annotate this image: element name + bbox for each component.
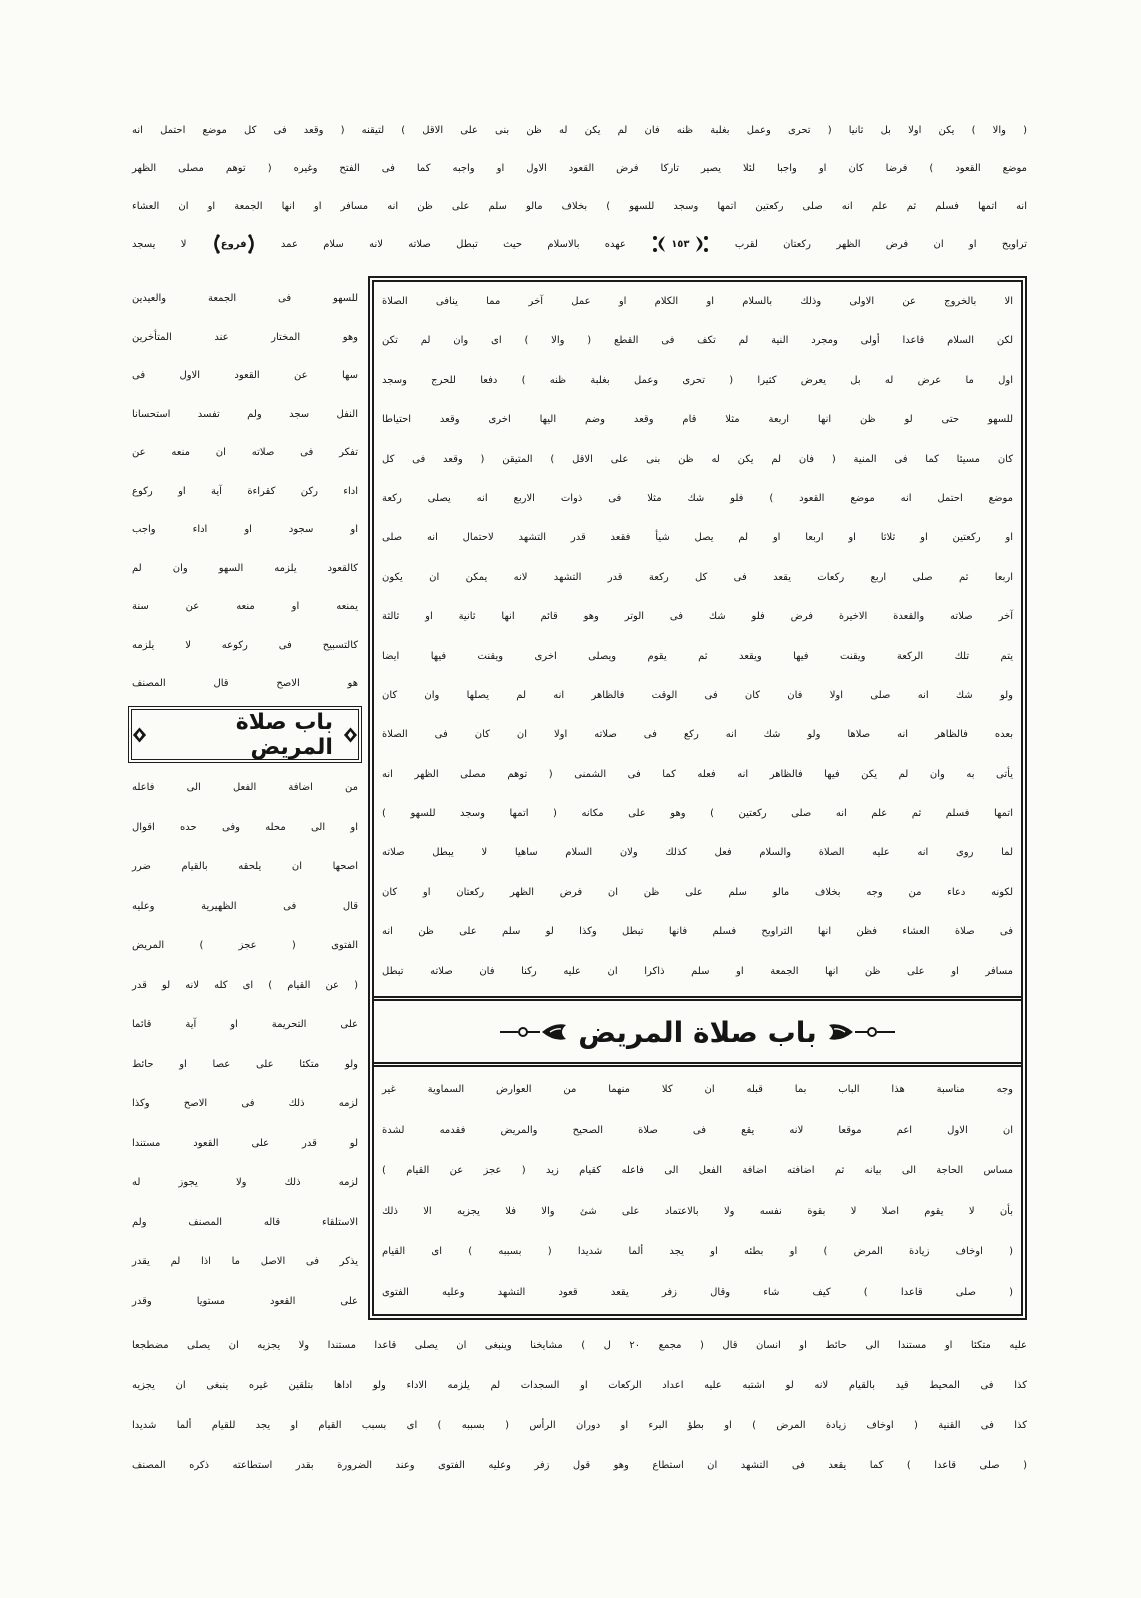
text-line-content: يمنعه او منعه عن سنة: [132, 601, 358, 612]
text-line-content: [132, 239, 1027, 250]
text-line-content: لزمه ذلك فى الاصح وكذا: [132, 1098, 358, 1109]
bracket-right-icon: [247, 233, 256, 255]
text-line-content: عليه متكئا او مستندا الى حائط او انسان قال ( مجمع ٢٠ ل ) مشايخنا وينبغى ان يصلى قاعدا مستندا ولا يجزيه ان يصلى مضطجعا: [132, 1340, 1027, 1351]
text-line: [132, 511, 358, 550]
text-line: [382, 1192, 1013, 1233]
text-line: [382, 873, 1013, 912]
text-line: [132, 150, 1027, 188]
text-line: [132, 1163, 358, 1203]
text-line-content: اداء ركن كقراءة آية او ركوع: [132, 485, 358, 497]
text-line-content: للسهو حتى لو ظن انها اربعة مثلا قام وقعد وضم اليها اخرى وقعد احتياطا: [382, 414, 1013, 426]
text-line-content: قال فى الظهيرية وعليه: [132, 900, 358, 912]
text-line-content: على التحريمة او آية قائما: [132, 1019, 358, 1030]
text-line-content: سها عن القعود الاول فى: [132, 370, 358, 381]
text-line-content: اول ما عرض له بل يعرض كثيرا ( تحرى وعمل بغلبة ظنه ) دفعا للحرج وسجد: [382, 374, 1013, 386]
text-line: [132, 665, 358, 704]
text-line-content: النفل سجد ولم تفسد استحسانا: [132, 408, 358, 420]
text-line: [382, 833, 1013, 872]
side-column-chapter-heading: [128, 706, 362, 763]
bracket-left-icon: [212, 233, 221, 255]
text-line: [132, 966, 358, 1006]
text-line: [132, 768, 358, 808]
text-line: [382, 1151, 1013, 1192]
text-line-content: وهو المختار عند المتأخرين: [132, 331, 358, 343]
ornament-right-icon: [694, 234, 710, 254]
text-line-content: ( عن القيام ) اى كله لانه لو قدر: [132, 979, 358, 991]
text-line: [382, 558, 1013, 597]
text-line: [382, 676, 1013, 715]
text-line-content: يذكر فى الاصل ما اذا لم يقدر: [132, 1256, 358, 1267]
text-line: [132, 188, 1027, 226]
ornament-left-icon: [651, 234, 667, 254]
text-line: [132, 1446, 1027, 1486]
text-line: [382, 637, 1013, 676]
text-line-content: لزمه ذلك ولا يجوز له: [132, 1177, 358, 1188]
text-line: [382, 912, 1013, 951]
side-heading-text: باب صلاة المريض: [235, 709, 333, 760]
text-line: [132, 396, 358, 435]
text-line: [132, 1282, 358, 1322]
text-line-content: هو الاصح قال المصنف: [132, 678, 358, 689]
text-line: [132, 627, 358, 666]
subheading-text: فروع: [220, 239, 247, 250]
text-line: [382, 440, 1013, 479]
text-line-content: كذا فى القنية ( اوخاف زيادة المرض ) او بطؤ البرء او دوران الرأس ( بسببه ) اى بسبب القيام او يجد للقيام ألما شديدا: [132, 1420, 1027, 1431]
text-line: [132, 1084, 358, 1124]
text-line-content: بأن لا يقوم اصلا لا بقوة نفسه ولا بالاعتماد على شئ والا فلا يجزيه الا ذلك: [382, 1205, 1013, 1217]
flourish-left-icon: [498, 1021, 568, 1043]
text-line-content: كذا فى المحيط قيد بالقيام لانه لو اشتبه عليه اعداد الركعات او السجدات لم يلزمه الاداء ولو اداها بتلقين غيره ينبغى ان يجزيه: [132, 1380, 1027, 1391]
text-line-content: يتم تلك الركعة ويقنت فيها ويقعد ثم يقوم ويصلى اخرى ويقنت فيها ايضا: [382, 650, 1013, 662]
text-line: [132, 1326, 1027, 1366]
page-number: ١٥٣: [671, 239, 690, 250]
text-line-content: لكونه دعاء من وجه بخلاف مالو سلم على ظن ان فرض الظهر ركعتان او كان: [382, 886, 1013, 898]
text-line: [132, 808, 358, 848]
text-line-content: لو قدر على القعود مستندا: [132, 1137, 358, 1149]
text-line-content: ( والا ) يكن اولا بل ثانيا ( تحرى وعمل بغلبة ظنه فان لم يكن له ظن بنى على الاقل ) لتيقنه ( وقعد فى كل موضع احتمل انه: [132, 125, 1027, 136]
main-text-frame: [368, 276, 1027, 1320]
text-line-content: اتمها فسلم ثم علم انه صلى ركعتين ) وهو على مكانه ( اتمها وسجد للسهو ): [382, 808, 1013, 820]
header-lines: [132, 112, 1027, 226]
text-line: [382, 1070, 1013, 1111]
text-line-content: انه اتمها فسلم ثم علم انه صلى ركعتين اتمها وسجد للسهو ) بخلاف مالو سلم على ظن انه مسافر او انها الجمعة او ان العشاء: [132, 201, 1027, 212]
side-column-upper-text: [132, 280, 358, 704]
text-line: [382, 755, 1013, 794]
text-line: [382, 518, 1013, 557]
main-box-upper-text: [382, 282, 1013, 991]
text-line-content: او سجود او اداء واجب: [132, 524, 358, 535]
diamond-ornament-icon: [343, 726, 358, 744]
line-text-end: لا يسجد: [132, 239, 187, 250]
side-column-lower-text: [132, 768, 358, 1321]
text-line: [382, 321, 1013, 360]
text-line-content: اصحها ان يلحقه بالقيام ضرر: [132, 861, 358, 872]
text-line-content: تفكر فى صلاته ان منعه عن: [132, 447, 358, 458]
text-line: [132, 434, 358, 473]
text-line-content: للسهو فى الجمعة والعيدين: [132, 293, 358, 304]
text-line: [382, 794, 1013, 833]
footer-text: [132, 1326, 1027, 1486]
text-line: [382, 282, 1013, 321]
text-line-content: ( صلى قاعدا ) كيف شاء وقال زفر يقعد قعود التشهد وعليه الفتوى: [382, 1286, 1013, 1298]
text-line-content: ( اوخاف زيادة المرض ) او بطئه او يجد ألما شديدا ( بسببه ) اى القيام: [382, 1246, 1013, 1257]
text-line-content: ان الاول اعم موقعا لانه يقع فى صلاة الصحيح والمريض فقدمه لشدة: [382, 1124, 1013, 1136]
text-line: [132, 280, 358, 319]
header-text: [132, 112, 1027, 264]
text-line: [132, 1366, 1027, 1406]
text-line-content: فى صلاة العشاء فظن انها التراويح فسلم فانها تبطل وكذا لو سلم على ظن انه: [382, 926, 1013, 938]
text-line-content: مسافر او على ظن انها الجمعة او سلم ذاكرا ان عليه ركنا فان صلاته تبطل: [382, 965, 1013, 977]
text-line-content: اربعا ثم صلى اربع ركعات يقعد فى كل ركعة قدر التشهد لانه يمكن ان يكون: [382, 571, 1013, 583]
text-line: [132, 112, 1027, 150]
text-line-with-page-number: [132, 226, 1027, 264]
page-number-group: [651, 239, 709, 250]
text-line-content: كان مسيئا كما فى المنية ( فان لم يكن له ظن بنى على الاقل ) المتيقن ( وقعد فى كل: [382, 453, 1013, 465]
text-line-content: على القعود مستويا وقدر: [132, 1295, 358, 1307]
text-line: [382, 1273, 1013, 1314]
text-line: [382, 479, 1013, 518]
text-line-content: او الى محله وفى حده اقوال: [132, 821, 358, 833]
text-line-content: كالتسبيح فى ركوعه لا يلزمه: [132, 639, 358, 651]
text-line: [382, 597, 1013, 636]
text-line: [132, 550, 358, 589]
text-line-content: من اضافة الفعل الى فاعله: [132, 782, 358, 793]
diamond-ornament-icon: [132, 726, 147, 744]
subheading-furu: [212, 239, 256, 250]
text-line-content: ولو شك انه صلى اولا فان كان فى الوقت فالظاهر انه لم يصلها وان كان: [382, 689, 1013, 701]
text-line: [382, 1232, 1013, 1273]
main-heading-text: باب صلاة المريض: [578, 1015, 817, 1049]
text-line: [132, 847, 358, 887]
text-line-content: ولو متكئا على عصا او حائط: [132, 1058, 358, 1070]
text-line-content: بعده فالظاهر انه صلاها ولو شك انه ركع فى صلاته اولا ان كان فى الصلاة: [382, 729, 1013, 741]
divider-line: [374, 996, 1021, 1001]
text-line: [382, 400, 1013, 439]
text-line: [132, 887, 358, 927]
text-line: [132, 357, 358, 396]
flourish-right-icon: [827, 1021, 897, 1043]
text-line-content: موضع القعود ) فرضا كان او واجبا لئلا يصير تاركا فرض القعود الاول او واجبه كما فى الفتح وغيره ( توهم مصلى الظهر: [132, 163, 1027, 174]
text-line-content: كالقعود يلزمه السهو وان لم: [132, 562, 358, 574]
text-line: [132, 588, 358, 627]
text-line-content: موضع احتمل انه موضع القعود ) فلو شك مثلا فى ذوات الاربع انه يصلى ركعة: [382, 492, 1013, 504]
text-line: [132, 1005, 358, 1045]
line-text-start: تراويح او ان فرض الظهر ركعتان لقرب: [734, 239, 1028, 250]
text-line-content: لما روى انه عليه الصلاة والسلام فعل كذلك ولان السلام ساهيا لا يبطل صلاته: [382, 847, 1013, 859]
text-line: [132, 473, 358, 512]
text-line: [132, 1124, 358, 1164]
text-line-content: لكن السلام قاعدا أولى ومجرد النية لم تكف فى القطع ( والا ) اى وان لم تكن: [382, 335, 1013, 347]
text-line: [132, 319, 358, 358]
text-line: [382, 952, 1013, 991]
text-line: [132, 1406, 1027, 1446]
text-line: [382, 1111, 1013, 1152]
text-line: [132, 1242, 358, 1282]
divider-line: [374, 1062, 1021, 1067]
main-box-lower-text: [382, 1070, 1013, 1313]
text-line-content: او ركعتين او ثلاثا او اربعا او لم يصل شيأ فقعد قدر التشهد لاحتمال انه صلى: [382, 532, 1013, 544]
text-line: [132, 1203, 358, 1243]
text-line-content: يأتى به وان لم يكن فيها فالظاهر انه فعله كما فى الشمنى ( توهم مصلى الظهر انه: [382, 768, 1013, 780]
line-text-middle: عهده بالاسلام حيث تبطل صلاته لانه سلام عمد: [280, 239, 626, 250]
text-line-content: ( صلى قاعدا ) كما يقعد فى التشهد ان استطاع وهو قول زفر وعليه الفتوى وعند الضرورة بقدر استطاعته ذكره المصنف: [132, 1460, 1027, 1471]
text-line-content: الا بالخروج عن الاولى وذلك بالسلام او الكلام او عمل آخر مما ينافى الصلاة: [382, 296, 1013, 307]
text-line: [382, 361, 1013, 400]
text-line-content: الفتوى ( عجز ) المريض: [132, 940, 358, 951]
text-line: [132, 1045, 358, 1085]
text-line: [132, 926, 358, 966]
text-line-content: مساس الحاجة الى بيانه ثم اضافته اضافة الفعل الى فاعله كقيام زيد ( عجز عن القيام ): [382, 1165, 1013, 1176]
text-line-content: الاستلقاء قاله المصنف ولم: [132, 1216, 358, 1228]
text-line-content: وجه مناسبة هذا الباب بما قبله ان كلا منهما من العوارض السماوية غير: [382, 1084, 1013, 1095]
text-line: [382, 715, 1013, 754]
main-chapter-heading: [374, 1004, 1021, 1060]
text-line-content: آخر صلاته والقعدة الاخيرة فرض فلو شك فى الوتر وهو قائم انها ثانية او ثالثة: [382, 611, 1013, 623]
